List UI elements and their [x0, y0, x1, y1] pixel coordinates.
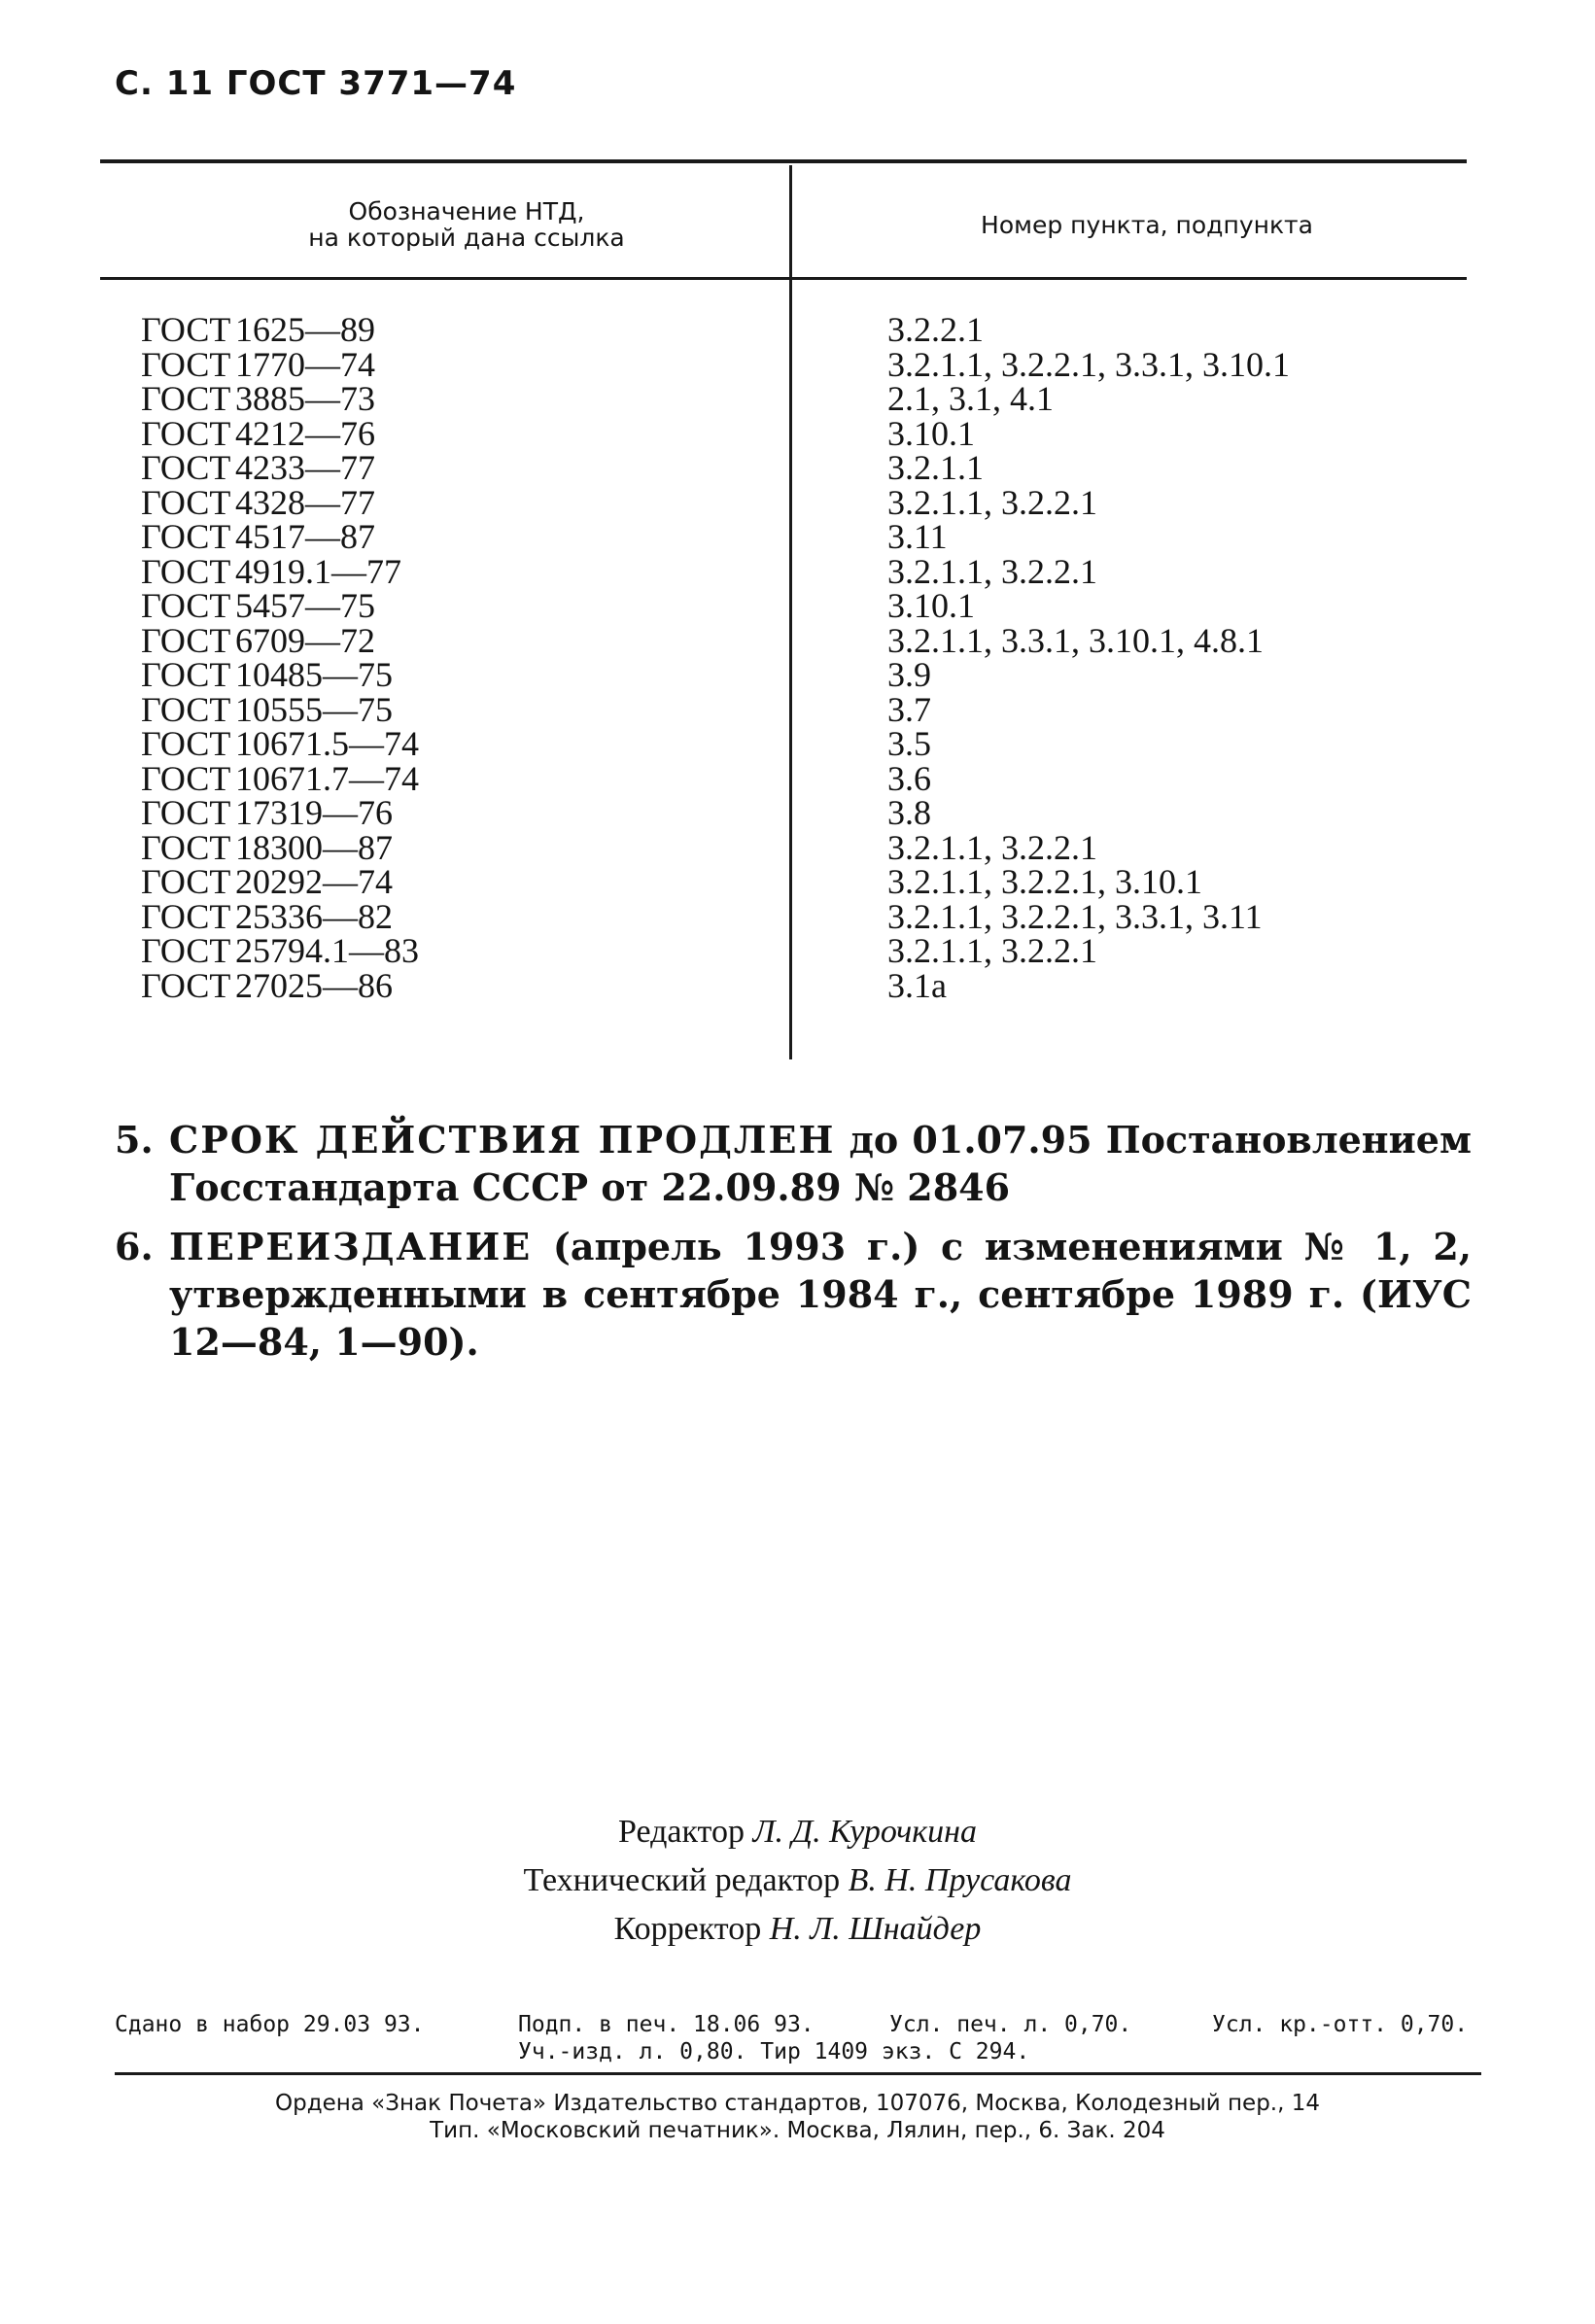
gost-number: 20292—74	[235, 862, 393, 901]
gost-number: 4919.1—77	[235, 551, 401, 591]
gost-number: 4212—76	[235, 413, 375, 453]
credits	[0, 1808, 1595, 1954]
gost-number: 1770—74	[235, 344, 375, 384]
imprint-signed: Подп. в печ. 18.06 93.	[518, 2012, 815, 2037]
imprint-color-prints: Усл. кр.-отт. 0,70.	[1212, 2012, 1469, 2037]
gost-number: 25336—82	[235, 896, 393, 936]
table-row-designation	[141, 724, 763, 763]
table-row-designation	[141, 896, 763, 936]
credit-corrector: Корректор Н. Л. Шнайдер	[613, 1911, 982, 1947]
table-header-designation: Обозначение НТД, на который дана ссылка	[308, 197, 625, 252]
table-row-designation	[141, 655, 763, 694]
gost-prefix: ГОСТ	[141, 724, 231, 763]
table-row-clauses: 3.11	[887, 517, 948, 556]
table-row-clauses: 3.9	[887, 655, 931, 694]
section-5	[115, 1116, 1475, 1213]
table-row-clauses: 3.2.1.1, 3.2.2.1	[887, 482, 1097, 522]
gost-prefix: ГОСТ	[141, 896, 231, 936]
gost-number: 6709—72	[235, 620, 375, 660]
table-row-clauses: 2.1, 3.1, 4.1	[887, 379, 1054, 418]
gost-prefix: ГОСТ	[141, 655, 231, 694]
table-row-designation	[141, 482, 763, 522]
credit-editor: Редактор Л. Д. Курочкина	[617, 1814, 977, 1850]
credit-technical-editor: Технический редактор В. Н. Прусакова	[523, 1862, 1072, 1898]
table-row-designation	[141, 586, 763, 625]
table-row-clauses: 3.8	[887, 793, 931, 832]
gost-number: 5457—75	[235, 586, 375, 625]
gost-number: 10555—75	[235, 689, 393, 729]
gost-prefix: ГОСТ	[141, 758, 231, 798]
gost-prefix: ГОСТ	[141, 344, 231, 384]
table-row-designation	[141, 689, 763, 729]
table-row-designation	[141, 413, 763, 453]
table-row-clauses: 3.2.1.1	[887, 448, 984, 487]
gost-number: 27025—86	[235, 965, 393, 1005]
table-row-designation	[141, 931, 763, 970]
gost-prefix: ГОСТ	[141, 517, 231, 556]
running-head: С. 11 ГОСТ 3771—74	[115, 64, 517, 103]
table-row-designation	[141, 793, 763, 832]
table-row-clauses: 3.2.1.1, 3.2.2.1, 3.10.1	[887, 862, 1202, 901]
gost-number: 18300—87	[235, 827, 393, 867]
gost-prefix: ГОСТ	[141, 379, 231, 418]
table-row-clauses: 3.2.1.1, 3.2.2.1, 3.3.1, 3.11	[887, 896, 1263, 936]
table-row-clauses: 3.5	[887, 724, 931, 763]
imprint-print-sheets: Усл. печ. л. 0,70.	[889, 2012, 1132, 2037]
gost-number: 4328—77	[235, 482, 375, 522]
gost-prefix: ГОСТ	[141, 413, 231, 453]
gost-number: 1625—89	[235, 310, 375, 349]
section-6-number: 6.	[115, 1225, 154, 1268]
table-row-clauses: 3.10.1	[887, 413, 975, 453]
gost-number: 10485—75	[235, 655, 393, 694]
table-row-designation	[141, 551, 763, 591]
gost-prefix: ГОСТ	[141, 931, 231, 970]
table-row-clauses: 3.10.1	[887, 586, 975, 625]
table-row-designation	[141, 448, 763, 487]
imprint-line-2: Уч.-изд. л. 0,80. Тир 1409 экз. С 294.	[518, 2039, 1030, 2064]
table-header-rule	[100, 277, 1467, 280]
table-top-rule	[100, 159, 1467, 163]
footer-publisher: Ордена «Знак Почета» Издательство стандартов, 107076, Москва, Колодезный пер., 14	[274, 2091, 1320, 2116]
table-row-designation	[141, 620, 763, 660]
table-row-designation	[141, 758, 763, 798]
gost-prefix: ГОСТ	[141, 793, 231, 832]
section-6-text: (апрель 1993 г.) с изменениями № 1, 2, утвержденными в сентябре 1984 г., сентябре 1989 г. (ИУС 12—84, 1—90).	[169, 1225, 1473, 1364]
table-row-clauses: 3.2.1.1, 3.3.1, 3.10.1, 4.8.1	[887, 620, 1264, 660]
gost-prefix: ГОСТ	[141, 586, 231, 625]
section-5-body	[169, 1116, 1472, 1211]
table-row-designation	[141, 344, 763, 384]
gost-prefix: ГОСТ	[141, 620, 231, 660]
section-6-body	[169, 1223, 1472, 1366]
section-5-number: 5.	[115, 1118, 154, 1162]
section-6	[115, 1223, 1475, 1369]
table-row-clauses: 3.2.1.1, 3.2.2.1, 3.3.1, 3.10.1	[887, 344, 1290, 384]
table-header-clause: Номер пункта, подпункта	[981, 211, 1313, 239]
gost-prefix: ГОСТ	[141, 448, 231, 487]
table-row-clauses: 3.2.1.1, 3.2.2.1	[887, 551, 1097, 591]
table-row-designation	[141, 827, 763, 867]
table-row-clauses: 3.1а	[887, 965, 947, 1005]
gost-number: 17319—76	[235, 793, 393, 832]
gost-prefix: ГОСТ	[141, 827, 231, 867]
gost-number: 4517—87	[235, 517, 375, 556]
footer-rule	[115, 2072, 1481, 2075]
gost-prefix: ГОСТ	[141, 965, 231, 1005]
gost-prefix: ГОСТ	[141, 862, 231, 901]
table-row-designation	[141, 310, 763, 349]
table-row-clauses: 3.2.1.1, 3.2.2.1	[887, 827, 1097, 867]
gost-prefix: ГОСТ	[141, 689, 231, 729]
section-6-lead: ПЕРЕИЗДАНИЕ	[169, 1225, 533, 1268]
table-row-clauses: 3.7	[887, 689, 931, 729]
clause-column	[887, 310, 1548, 1005]
gost-number: 25794.1—83	[235, 931, 419, 970]
imprint-submitted: Сдано в набор 29.03 93.	[115, 2012, 425, 2037]
gost-prefix: ГОСТ	[141, 310, 231, 349]
gost-number: 10671.7—74	[235, 758, 419, 798]
gost-number: 10671.5—74	[235, 724, 419, 763]
table-row-designation	[141, 517, 763, 556]
table-row-clauses: 3.2.1.1, 3.2.2.1	[887, 931, 1097, 970]
gost-prefix: ГОСТ	[141, 551, 231, 591]
footer	[0, 2090, 1595, 2144]
section-5-text: до 01.07.95 Постановлением Госстандарта СССР от 22.09.89 № 2846	[169, 1118, 1472, 1209]
table-row-designation	[141, 379, 763, 418]
gost-number: 4233—77	[235, 448, 375, 487]
table-row-clauses: 3.2.2.1	[887, 310, 984, 349]
table-column-divider	[789, 165, 792, 1059]
gost-prefix: ГОСТ	[141, 482, 231, 522]
table-row-designation	[141, 862, 763, 901]
gost-number: 3885—73	[235, 379, 375, 418]
section-5-lead: СРОК ДЕЙСТВИЯ ПРОДЛЕН	[169, 1118, 836, 1162]
table-row-designation	[141, 965, 763, 1005]
designation-column	[141, 310, 763, 1005]
table-row-clauses: 3.6	[887, 758, 931, 798]
footer-printer: Тип. «Московский печатник». Москва, Лялин, пер., 6. Зак. 204	[430, 2118, 1165, 2143]
